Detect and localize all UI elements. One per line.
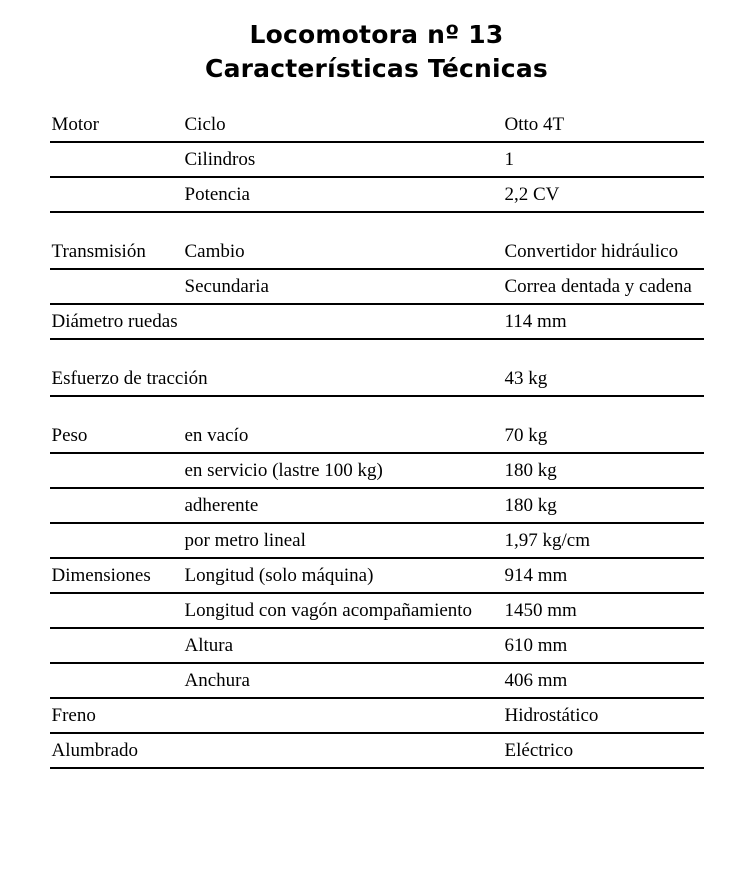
row-category: Freno [50, 698, 183, 733]
title-line-1: Locomotora nº 13 [249, 20, 504, 49]
row-category [50, 523, 183, 558]
row-value: 43 kg [503, 362, 704, 396]
document-title [0, 0, 753, 86]
row-value: 1 [503, 142, 704, 177]
row-subcategory: Longitud (solo máquina) [183, 558, 503, 593]
row-value: Hidrostático [503, 698, 704, 733]
row-category [50, 453, 183, 488]
row-subcategory: adherente [183, 488, 503, 523]
row-value: 180 kg [503, 453, 704, 488]
row-value: Correa dentada y cadena [503, 269, 704, 304]
row-value: 1,97 kg/cm [503, 523, 704, 558]
row-spacer [50, 212, 704, 235]
row-subcategory: Cilindros [183, 142, 503, 177]
row-value: 1450 mm [503, 593, 704, 628]
table-row [50, 304, 704, 339]
row-value: 2,2 CV [503, 177, 704, 212]
spacer-cell [503, 212, 704, 235]
row-subcategory [183, 698, 503, 733]
row-category [50, 177, 183, 212]
spacer-cell [50, 396, 183, 419]
spacer-cell [503, 339, 704, 362]
table-row [50, 733, 704, 768]
spec-table-wrapper [50, 86, 704, 769]
row-category [50, 663, 183, 698]
row-spacer [50, 339, 704, 362]
row-category [50, 142, 183, 177]
table-row [50, 108, 704, 142]
row-subcategory: Cambio [183, 235, 503, 269]
row-category: Transmisión [50, 235, 183, 269]
row-value: Eléctrico [503, 733, 704, 768]
row-subcategory: por metro lineal [183, 523, 503, 558]
row-subcategory: Altura [183, 628, 503, 663]
row-value: Otto 4T [503, 108, 704, 142]
table-row [50, 177, 704, 212]
table-row [50, 419, 704, 453]
row-category [50, 269, 183, 304]
table-row [50, 453, 704, 488]
spacer-cell [183, 212, 503, 235]
row-subcategory: Ciclo [183, 108, 503, 142]
spacer-cell [50, 212, 183, 235]
row-subcategory [183, 304, 503, 339]
row-subcategory: Longitud con vagón acompañamiento [183, 593, 503, 628]
row-subcategory: en vacío [183, 419, 503, 453]
row-value: 406 mm [503, 663, 704, 698]
title-line-2: Características Técnicas [205, 54, 548, 83]
table-row [50, 628, 704, 663]
spacer-cell [50, 339, 183, 362]
row-value: 610 mm [503, 628, 704, 663]
spacer-cell [183, 396, 503, 419]
row-category [50, 628, 183, 663]
table-row [50, 235, 704, 269]
table-row [50, 523, 704, 558]
spec-table-body [50, 108, 704, 768]
row-category [50, 593, 183, 628]
table-row [50, 488, 704, 523]
table-row [50, 593, 704, 628]
row-category: Peso [50, 419, 183, 453]
spec-table [50, 108, 704, 769]
row-subcategory: en servicio (lastre 100 kg) [183, 453, 503, 488]
row-spacer [50, 396, 704, 419]
row-subcategory: Secundaria [183, 269, 503, 304]
row-value: 914 mm [503, 558, 704, 593]
row-category: Dimensiones [50, 558, 183, 593]
row-value: 70 kg [503, 419, 704, 453]
row-value: 114 mm [503, 304, 704, 339]
row-category [50, 488, 183, 523]
table-row [50, 663, 704, 698]
row-category: Alumbrado [50, 733, 183, 768]
row-subcategory [183, 362, 503, 396]
row-category: Diámetro ruedas [50, 304, 183, 339]
table-row [50, 698, 704, 733]
row-category: Motor [50, 108, 183, 142]
row-category: Esfuerzo de tracción [50, 362, 183, 396]
table-row [50, 558, 704, 593]
table-row [50, 142, 704, 177]
row-subcategory: Potencia [183, 177, 503, 212]
row-value: Convertidor hidráulico [503, 235, 704, 269]
table-row [50, 269, 704, 304]
spacer-cell [183, 339, 503, 362]
row-subcategory: Anchura [183, 663, 503, 698]
table-row [50, 362, 704, 396]
row-subcategory [183, 733, 503, 768]
spacer-cell [503, 396, 704, 419]
row-value: 180 kg [503, 488, 704, 523]
